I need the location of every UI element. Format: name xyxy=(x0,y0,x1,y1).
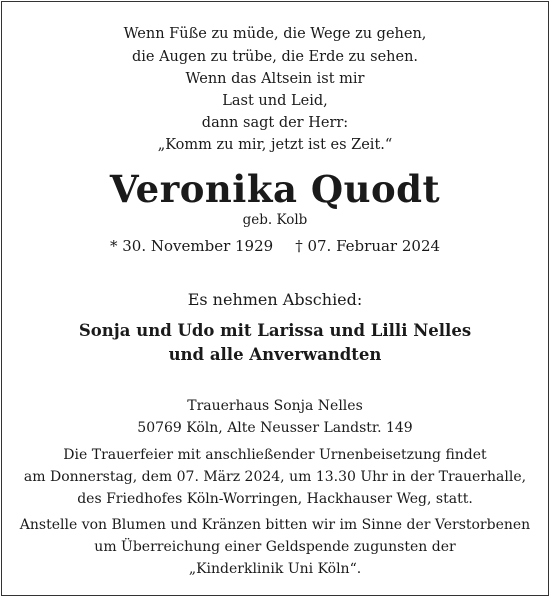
donation-line: um Überreichung einer Geldspende zugunsten der xyxy=(94,539,456,555)
mourners-line: Sonja und Udo mit Larissa und Lilli Nelles xyxy=(78,321,472,340)
poem-line: „Komm zu mir, jetzt ist es Zeit.“ xyxy=(157,137,393,153)
service-line: am Donnerstag, dem 07. März 2024, um 13.30 Uhr in der Trauerhalle, xyxy=(23,469,527,485)
service-line: Die Trauerfeier mit anschließender Urnenbeisetzung findet xyxy=(63,447,487,463)
birth-date: * 30. November 1929 xyxy=(109,237,274,255)
service-line: des Friedhofes Köln-Worringen, Hackhauser Weg, statt. xyxy=(77,491,473,507)
poem-line: Wenn das Altsein ist mir xyxy=(185,71,365,87)
address-line: Trauerhaus Sonja Nelles xyxy=(187,398,363,414)
obituary-notice xyxy=(1,1,549,596)
donation-line: „Kinderklinik Uni Köln“. xyxy=(188,561,362,577)
poem-line: die Augen zu trübe, die Erde zu sehen. xyxy=(131,49,419,65)
poem-line: Wenn Füße zu müde, die Wege zu gehen, xyxy=(123,26,427,42)
donation-line: Anstelle von Blumen und Kränzen bitten wir im Sinne der Verstorbenen xyxy=(19,517,531,533)
mourners-line: und alle Anverwandten xyxy=(168,345,382,364)
address-line: 50769 Köln, Alte Neusser Landstr. 149 xyxy=(137,420,413,436)
farewell-lead: Es nehmen Abschied: xyxy=(187,290,363,309)
poem-line: dann sagt der Herr: xyxy=(201,115,349,131)
deceased-name: Veronika Quodt xyxy=(109,167,441,211)
life-dates xyxy=(2,237,548,255)
poem-line: Last und Leid, xyxy=(222,93,328,109)
maiden-name: geb. Kolb xyxy=(242,212,308,228)
death-date: † 07. Februar 2024 xyxy=(295,237,441,255)
